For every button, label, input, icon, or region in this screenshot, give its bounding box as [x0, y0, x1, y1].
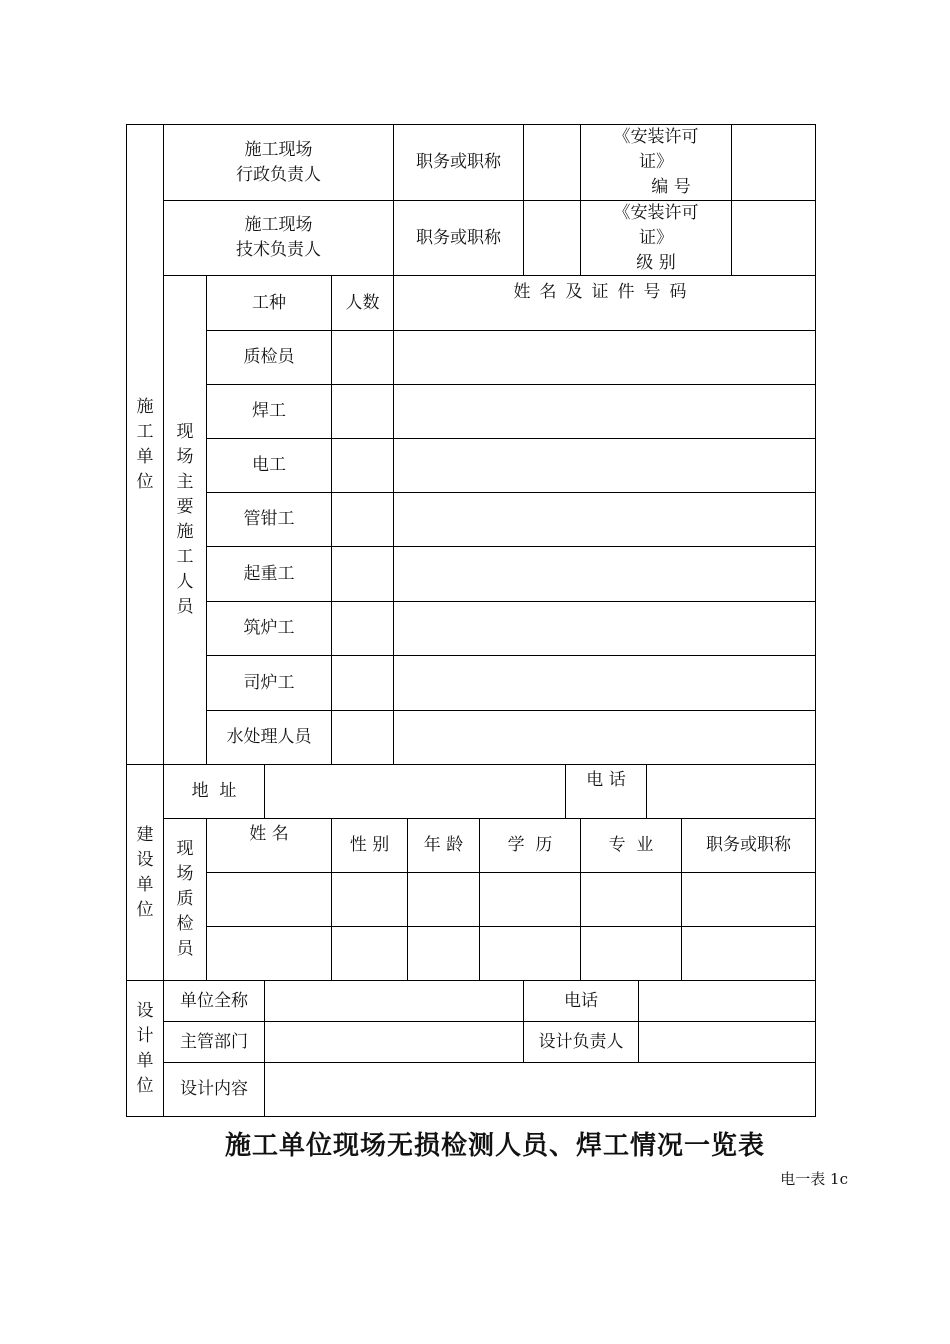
- document-title: 施工单位现场无损检测人员、焊工情况一览表: [224, 1131, 765, 1161]
- owner-phone-label: 电 话: [565, 764, 647, 819]
- design-phone-value[interactable]: [638, 980, 816, 1022]
- trade-count-cell[interactable]: [331, 384, 394, 439]
- trade-count-cell[interactable]: [331, 710, 394, 765]
- inspector-name-header: 姓 名: [206, 818, 332, 873]
- inspector-title-cell[interactable]: [681, 872, 816, 927]
- inspector-group-label: 现场质检员: [163, 818, 207, 981]
- inspector-title-cell[interactable]: [681, 926, 816, 981]
- design-phone-label: 电话: [523, 980, 639, 1022]
- trade-count-cell[interactable]: [331, 546, 394, 602]
- construction-unit-label: 施工单位: [126, 124, 164, 765]
- trade-row-label: 电工: [206, 438, 332, 493]
- inspector-education-cell[interactable]: [479, 926, 581, 981]
- trade-names-cell[interactable]: [393, 601, 816, 656]
- inspector-education-cell[interactable]: [479, 872, 581, 927]
- design-lead-label: 设计负责人: [523, 1021, 639, 1063]
- tech-title-label: 职务或职称: [393, 200, 524, 276]
- trade-count-cell[interactable]: [331, 438, 394, 493]
- inspector-major-cell[interactable]: [580, 872, 682, 927]
- inspector-name-cell[interactable]: [206, 926, 332, 981]
- trade-row-label: 水处理人员: [206, 710, 332, 765]
- inspector-name-cell[interactable]: [206, 872, 332, 927]
- design-content-label: 设计内容: [163, 1062, 265, 1117]
- trade-count-cell[interactable]: [331, 655, 394, 711]
- design-lead-value[interactable]: [638, 1021, 816, 1063]
- tech-manager-label: 施工现场 技术负责人: [163, 200, 394, 276]
- trade-header: 工种: [206, 275, 332, 331]
- admin-title-value[interactable]: [523, 124, 581, 201]
- design-department-label: 主管部门: [163, 1021, 265, 1063]
- trade-count-cell[interactable]: [331, 601, 394, 656]
- tech-cert-value[interactable]: [731, 200, 816, 276]
- trade-names-cell[interactable]: [393, 546, 816, 602]
- design-department-value[interactable]: [264, 1021, 524, 1063]
- inspector-gender-header: 性 别: [331, 818, 408, 873]
- admin-cert-label: 《安装许可 证》 编 号: [580, 124, 732, 201]
- inspector-education-header: 学 历: [479, 818, 581, 873]
- trade-row-label: 司炉工: [206, 655, 332, 711]
- trade-row-label: 管钳工: [206, 492, 332, 547]
- owner-phone-value[interactable]: [646, 764, 816, 819]
- trade-names-cell[interactable]: [393, 330, 816, 385]
- form-code: 电一表 1c: [780, 1170, 848, 1188]
- design-unit-label: 设计单位: [126, 980, 164, 1117]
- inspector-age-cell[interactable]: [407, 872, 480, 927]
- inspector-major-header: 专 业: [580, 818, 682, 873]
- trade-row-label: 筑炉工: [206, 601, 332, 656]
- names-header: 姓名及证件号码: [393, 275, 816, 331]
- inspector-title-header: 职务或职称: [681, 818, 816, 873]
- inspector-gender-cell[interactable]: [331, 926, 408, 981]
- count-header: 人数: [331, 275, 394, 331]
- trade-names-cell[interactable]: [393, 492, 816, 547]
- trade-names-cell[interactable]: [393, 710, 816, 765]
- inspector-age-cell[interactable]: [407, 926, 480, 981]
- trade-row-label: 质检员: [206, 330, 332, 385]
- owner-unit-label: 建设单位: [126, 764, 164, 981]
- design-content-value[interactable]: [264, 1062, 816, 1117]
- trade-row-label: 焊工: [206, 384, 332, 439]
- tech-cert-label: 《安装许可 证》 级 别: [580, 200, 732, 276]
- trade-row-label: 起重工: [206, 546, 332, 602]
- trade-names-cell[interactable]: [393, 655, 816, 711]
- design-full-name-label: 单位全称: [163, 980, 265, 1022]
- inspector-age-header: 年 龄: [407, 818, 480, 873]
- admin-manager-label: 施工现场 行政负责人: [163, 124, 394, 201]
- trade-names-cell[interactable]: [393, 438, 816, 493]
- trade-names-cell[interactable]: [393, 384, 816, 439]
- tech-title-value[interactable]: [523, 200, 581, 276]
- inspector-major-cell[interactable]: [580, 926, 682, 981]
- admin-cert-value[interactable]: [731, 124, 816, 201]
- admin-title-label: 职务或职称: [393, 124, 524, 201]
- workers-group-label: 现场主要施工人员: [163, 275, 207, 765]
- trade-count-cell[interactable]: [331, 330, 394, 385]
- address-value[interactable]: [264, 764, 566, 819]
- address-label: 地 址: [163, 764, 265, 819]
- trade-count-cell[interactable]: [331, 492, 394, 547]
- inspector-gender-cell[interactable]: [331, 872, 408, 927]
- design-full-name-value[interactable]: [264, 980, 524, 1022]
